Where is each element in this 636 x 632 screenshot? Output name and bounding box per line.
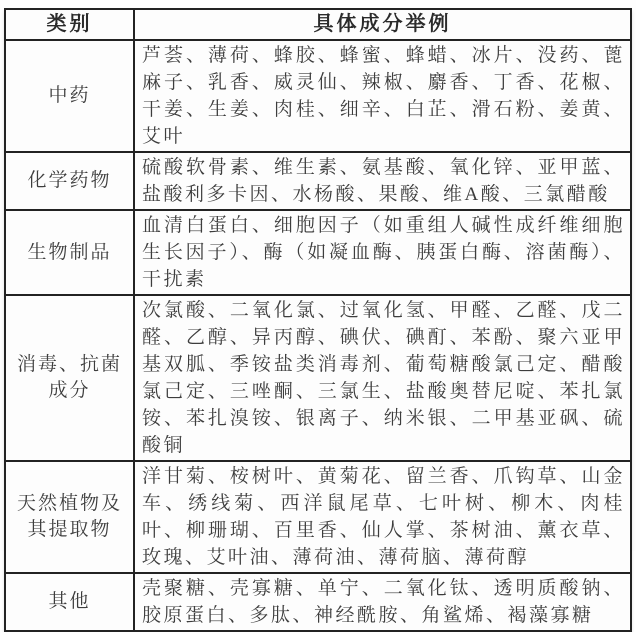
table-row-disinfectant-antibacterial [5, 295, 631, 461]
examples-cell: 血清白蛋白、细胞因子（如重组人碱性成纤维细胞生长因子）、酶（如凝血酶、胰蛋白酶、溶菌酶）、干扰素 [134, 210, 631, 295]
category-cell: 天然植物及其提取物 [5, 461, 134, 573]
examples-cell: 次氯酸、二氧化氯、过氧化氢、甲醛、乙醛、戊二醛、乙醇、异丙醇、碘伏、碘酊、苯酚、聚六亚甲基双胍、季铵盐类消毒剂、葡萄糖酸氯己定、醋酸氯己定、三唑酮、三氯生、盐酸奥替尼啶、苯扎氯铵、苯扎溴铵、银离子、纳米银、二甲基亚砜、硫酸铜 [134, 295, 631, 461]
examples-cell: 芦荟、薄荷、蜂胶、蜂蜜、蜂蜡、冰片、没药、蓖麻子、乳香、威灵仙、辣椒、麝香、丁香、花椒、干姜、生姜、肉桂、细辛、白芷、滑石粉、姜黄、艾叶 [134, 40, 631, 152]
category-cell: 化学药物 [5, 152, 134, 210]
header-examples: 具体成分举例 [134, 9, 631, 40]
table-row-biological-products [5, 210, 631, 295]
table-row-others [5, 573, 631, 631]
examples-cell: 洋甘菊、桉树叶、黄菊花、留兰香、爪钩草、山金车、绣线菊、西洋鼠尾草、七叶树、柳木、肉桂叶、柳珊瑚、百里香、仙人掌、茶树油、薰衣草、玫瑰、艾叶油、薄荷油、薄荷脑、薄荷醇 [134, 461, 631, 573]
ingredients-table [4, 8, 632, 632]
category-cell: 中药 [5, 40, 134, 152]
category-cell: 消毒、抗菌成分 [5, 295, 134, 461]
category-cell: 其他 [5, 573, 134, 631]
examples-cell: 硫酸软骨素、维生素、氨基酸、氧化锌、亚甲蓝、盐酸利多卡因、水杨酸、果酸、维A酸、三氯醋酸 [134, 152, 631, 210]
table-row-natural-plant-extracts [5, 461, 631, 573]
header-category: 类别 [5, 9, 134, 40]
header-row [5, 9, 631, 40]
table-row-traditional-medicine [5, 40, 631, 152]
category-cell: 生物制品 [5, 210, 134, 295]
table-row-chemical-drugs [5, 152, 631, 210]
examples-cell: 壳聚糖、壳寡糖、单宁、二氧化钛、透明质酸钠、胶原蛋白、多肽、神经酰胺、角鲨烯、褐藻寡糖 [134, 573, 631, 631]
